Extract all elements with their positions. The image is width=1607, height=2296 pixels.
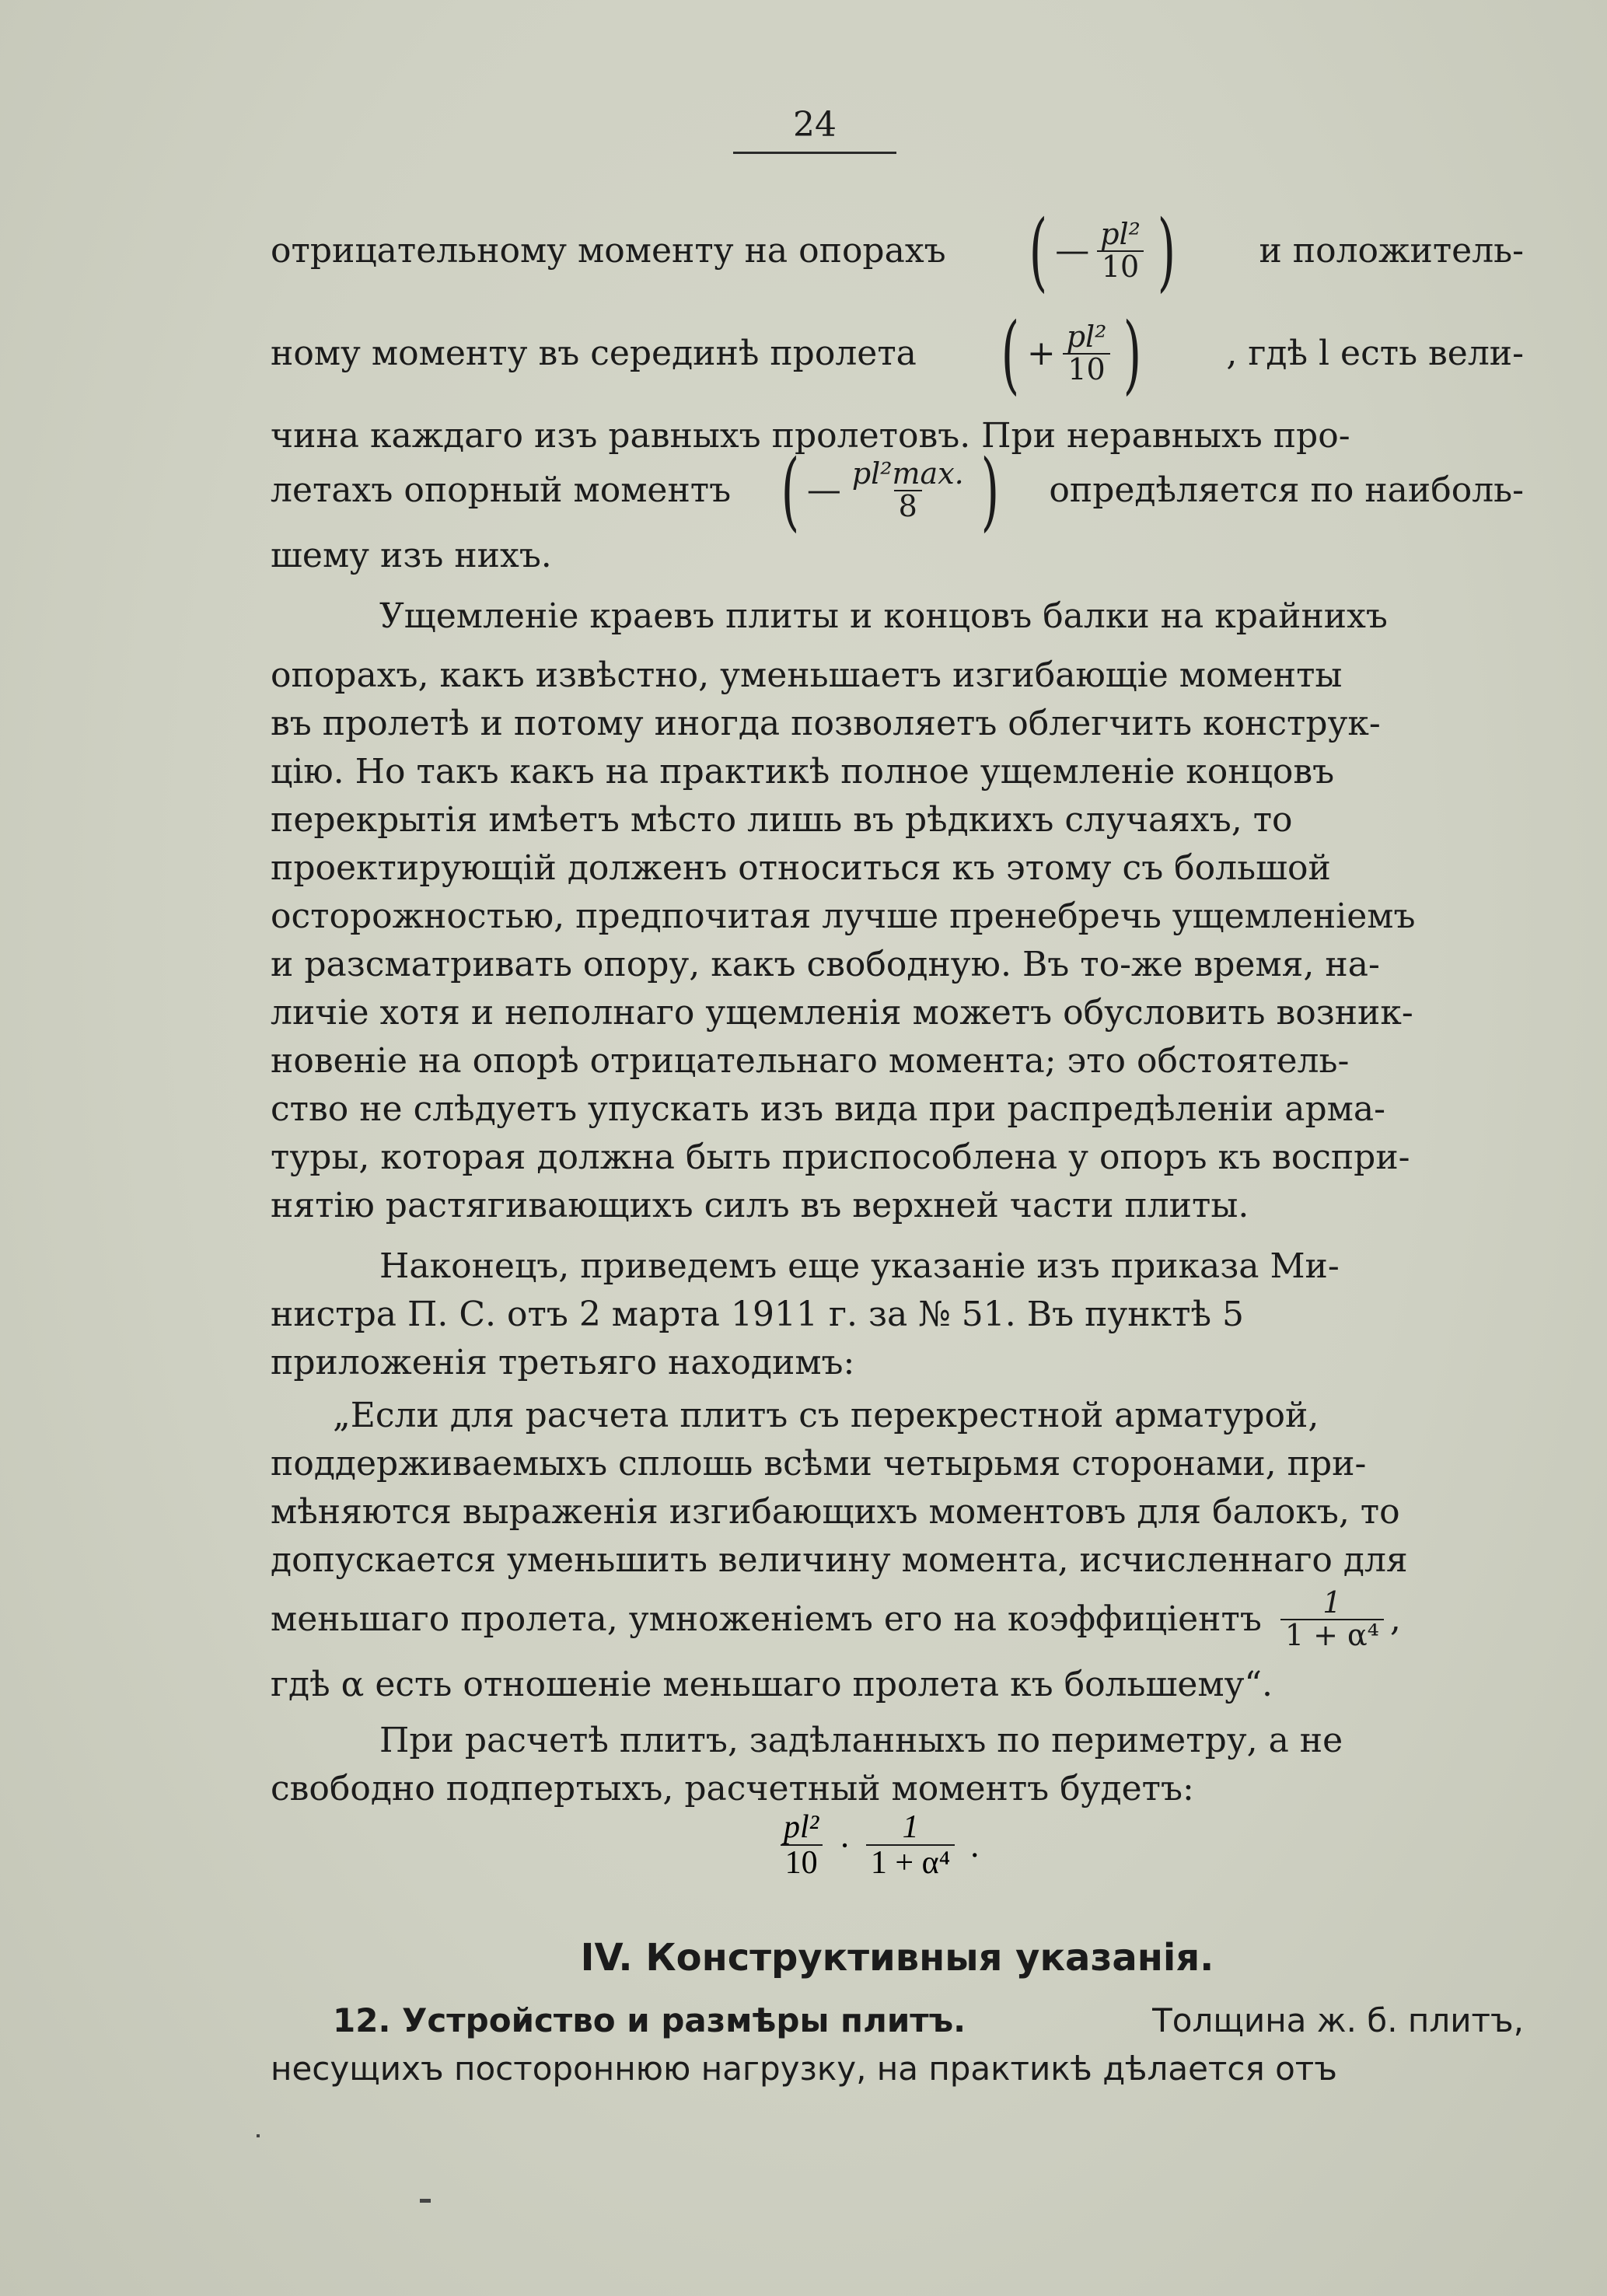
denominator: 8: [894, 490, 922, 522]
fraction-pl2-over-10: [779, 1810, 823, 1880]
paragraph2-line: и разсматривать опору, какъ свободную. Въ то-же время, на-: [271, 945, 1380, 984]
quote-line: допускается уменьшить величину момента, исчисленнаго для: [271, 1540, 1408, 1580]
multiplication-dot: ·: [839, 1826, 851, 1864]
paragraph2-line: туры, которая должна быть приспособлена у опоръ къ воспри-: [271, 1138, 1410, 1177]
paragraph2-line: ство не слѣдуетъ упускать изъ вида при распредѣленіи арма-: [271, 1089, 1385, 1129]
paragraph1-line3: чина каждаго изъ равныхъ пролетовъ. При неравныхъ про-: [271, 416, 1350, 456]
formula-end: .: [970, 1826, 980, 1864]
text: Толщина ж. б. плитъ,: [1152, 2001, 1524, 2039]
text: и положитель-: [1259, 231, 1524, 271]
denominator: 1 + α⁴: [866, 1844, 955, 1880]
text: меньшаго пролета, умноженіемъ его на коэффиціентъ: [271, 1599, 1262, 1639]
minus-sign: —: [806, 470, 841, 510]
denominator: 10: [1063, 353, 1109, 386]
paragraph2-line: цію. Но такъ какъ на практикѣ полное ущемленіе концовъ: [271, 752, 1335, 792]
quote-line6: гдѣ α есть отношеніе меньшаго пролета къ большему“.: [271, 1665, 1273, 1704]
subsection-title: 12. Устройство и размѣры плитъ.: [333, 2001, 966, 2039]
paragraph2-line: новеніе на опорѣ отрицательнаго момента; это обстоятель-: [271, 1041, 1350, 1081]
minus-sign: —: [1055, 231, 1090, 271]
right-paren: ): [1123, 304, 1142, 404]
denominator: 10: [781, 1844, 823, 1880]
text: ,: [1389, 1599, 1401, 1639]
denominator: 1 + α⁴: [1280, 1619, 1384, 1651]
paragraph1-line1: [271, 201, 1524, 301]
paragraph1-line5: шему изъ нихъ.: [271, 536, 552, 575]
paragraph4-line: При расчетѣ плитъ, задѣланныхъ по периметру, а не: [379, 1721, 1343, 1760]
plus-sign: +: [1026, 334, 1056, 373]
paragraph1-line2: [271, 304, 1524, 404]
paragraph5-line1: [271, 1997, 1524, 2045]
section-heading: IV. Конструктивныя указанія.: [580, 1936, 1214, 1980]
fraction: [1095, 219, 1145, 283]
text: ному моменту въ серединѣ пролета: [271, 334, 917, 373]
numerator: pl²: [1066, 320, 1107, 355]
paragraph2-line: въ пролетѣ и потому иногда позволяетъ облегчить конструк-: [271, 704, 1381, 743]
scan-speck: [257, 2134, 260, 2137]
left-paren: (: [781, 441, 800, 540]
numerator: pl²: [1100, 217, 1141, 252]
fraction-negative-plmax-over-8: [774, 441, 1007, 540]
paragraph1-line4: [271, 441, 1524, 540]
paragraph2-line: опорахъ, какъ извѣстно, уменьшаетъ изгибающіе моменты: [271, 655, 1343, 695]
fraction: [847, 456, 969, 523]
paragraph4-line: свободно подпертыхъ, расчетный моментъ будетъ:: [271, 1769, 1194, 1808]
left-paren: (: [1029, 201, 1048, 301]
fraction-negative-pl2-over-10: [1022, 201, 1183, 301]
paragraph5-line2: несущихъ постороннюю нагрузку, на практикѣ дѣлается отъ: [271, 2050, 1337, 2088]
quote-line5: [271, 1585, 1524, 1652]
fraction: [1062, 322, 1112, 386]
denominator: 10: [1097, 250, 1144, 283]
scan-speck: [420, 2199, 431, 2203]
page-number: 24: [793, 105, 837, 145]
paragraph3-line: Наконецъ, приведемъ еще указаніе изъ приказа Ми-: [379, 1246, 1340, 1286]
right-paren: ): [1157, 201, 1176, 301]
page-number-rule: [733, 152, 896, 154]
paragraph2-line: осторожностью, предпочитая лучше пренебречь ущемленіемъ: [271, 896, 1416, 936]
paragraph2-line: Ущемленіе краевъ плиты и концовъ балки на крайнихъ: [379, 596, 1388, 636]
text: опредѣляется по наиболь-: [1049, 470, 1524, 510]
paragraph2-line: перекрытія имѣетъ мѣсто лишь въ рѣдкихъ случаяхъ, то: [271, 800, 1293, 840]
quote-line: поддерживаемыхъ сплошь всѣми четырьмя сторонами, при-: [271, 1444, 1367, 1483]
numerator: 1: [1322, 1585, 1342, 1620]
paragraph2-line: проектирующій долженъ относиться къ этому съ большой: [271, 848, 1331, 888]
numerator: pl²max.: [851, 456, 964, 491]
left-paren: (: [1001, 304, 1020, 404]
paragraph2-line: нятію растягивающихъ силъ въ верхней части плиты.: [271, 1186, 1249, 1225]
text: летахъ опорный моментъ: [271, 470, 732, 510]
text: , гдѣ l есть вели-: [1226, 334, 1524, 373]
fraction-positive-pl2-over-10: [994, 304, 1149, 404]
paragraph3-line: приложенія третьяго находимъ:: [271, 1343, 855, 1382]
text: отрицательному моменту на опорахъ: [271, 231, 946, 271]
paragraph3-line: нистра П. С. отъ 2 марта 1911 г. за № 51. Въ пунктѣ 5: [271, 1295, 1244, 1334]
fraction-1-over-1-plus-alpha4: [866, 1810, 955, 1880]
fraction-1-over-1-plus-alpha4: [1280, 1585, 1384, 1652]
numerator: pl²: [784, 1809, 819, 1845]
quote-line: „Если для расчета плитъ съ перекрестной арматурой,: [333, 1396, 1319, 1435]
quote-line: мѣняются выраженія изгибающихъ моментовъ для балокъ, то: [271, 1492, 1400, 1532]
moment-formula: [774, 1810, 979, 1880]
numerator: 1: [902, 1809, 919, 1845]
right-paren: ): [980, 441, 999, 540]
paragraph2-line: личіе хотя и неполнаго ущемленія можетъ обусловить возник-: [271, 993, 1413, 1033]
